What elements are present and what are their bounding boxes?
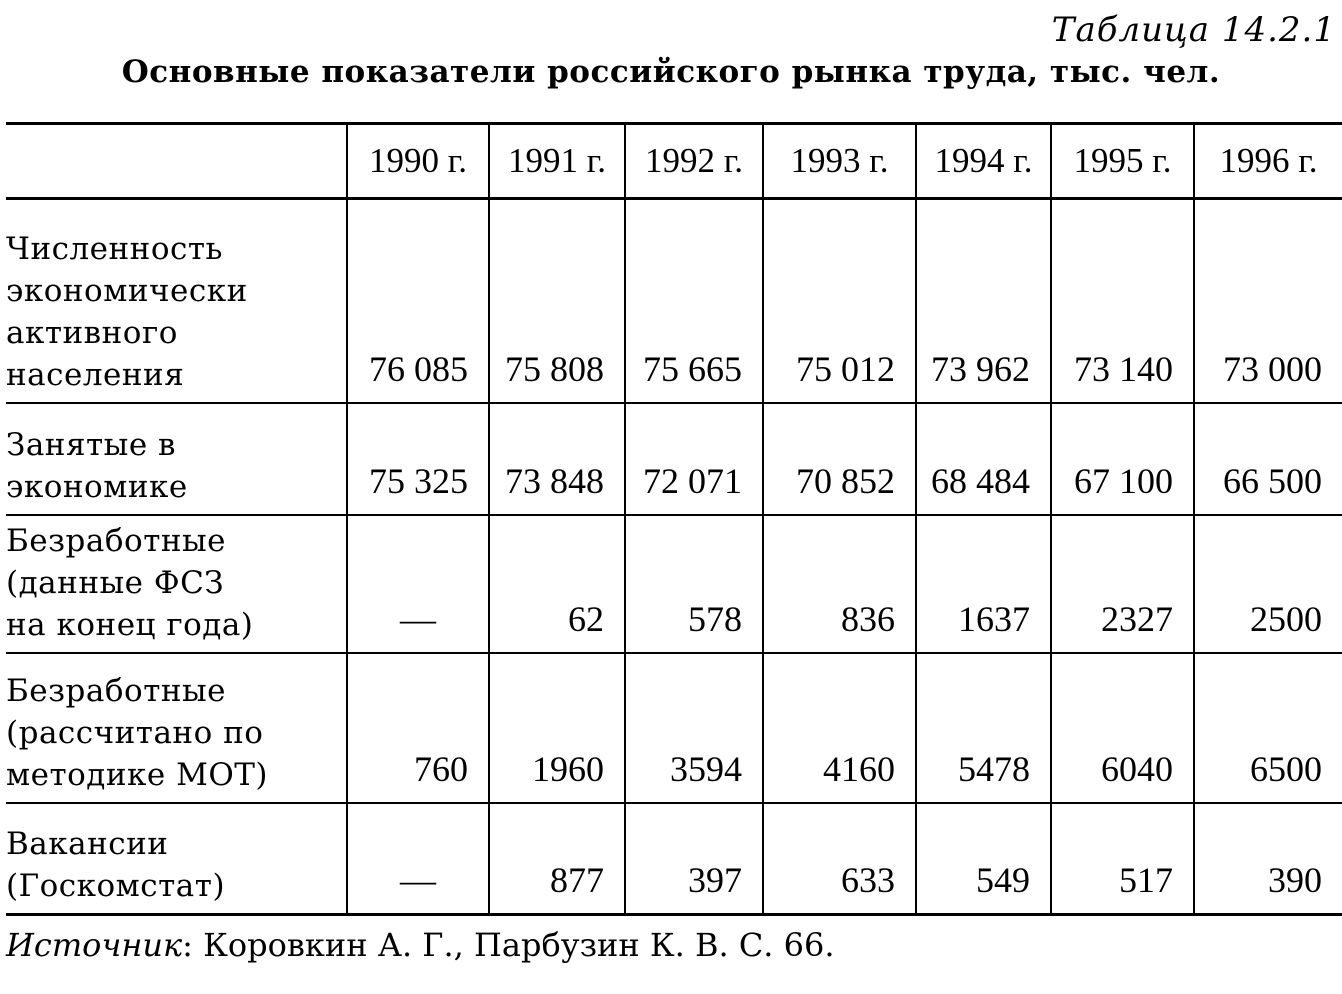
value-cell: 6500: [1194, 653, 1342, 803]
value-cell: 877: [489, 803, 625, 915]
year-header: 1991 г.: [489, 124, 625, 199]
year-header: 1993 г.: [763, 124, 916, 199]
value-cell: 549: [916, 803, 1051, 915]
table-row: [6, 515, 1342, 653]
value-cell: 70 852: [763, 403, 916, 515]
value-cell: 75 665: [625, 199, 763, 403]
value-cell: 3594: [625, 653, 763, 803]
source-text: : Коровкин А. Г., Парбузин К. В. С. 66.: [182, 926, 835, 964]
source-note: [6, 926, 835, 964]
value-cell: 75 012: [763, 199, 916, 403]
year-header: 1996 г.: [1194, 124, 1342, 199]
year-header: 1994 г.: [916, 124, 1051, 199]
value-cell: —: [347, 803, 489, 915]
value-cell: 390: [1194, 803, 1342, 915]
value-cell: 2500: [1194, 515, 1342, 653]
labor-market-table: [6, 122, 1342, 916]
year-header: 1990 г.: [347, 124, 489, 199]
value-cell: 517: [1051, 803, 1194, 915]
value-cell: 66 500: [1194, 403, 1342, 515]
value-cell: 62: [489, 515, 625, 653]
row-label: Безработные (данные ФСЗ на конец года): [6, 515, 347, 653]
year-header: 1992 г.: [625, 124, 763, 199]
value-cell: 1637: [916, 515, 1051, 653]
row-label: Численность экономически активного населения: [6, 199, 347, 403]
table-title: Основные показатели российского рынка труда, тыс. чел.: [121, 54, 1221, 90]
value-cell: 836: [763, 515, 916, 653]
value-cell: 75 325: [347, 403, 489, 515]
table-row: [6, 653, 1342, 803]
table-number: Таблица 14.2.1: [1051, 10, 1336, 50]
header-corner-cell: [6, 124, 347, 199]
table-row: [6, 803, 1342, 915]
value-cell: 633: [763, 803, 916, 915]
value-cell: 397: [625, 803, 763, 915]
value-cell: 1960: [489, 653, 625, 803]
row-label: Вакансии (Госкомстат): [6, 803, 347, 915]
value-cell: 73 962: [916, 199, 1051, 403]
year-header: 1995 г.: [1051, 124, 1194, 199]
value-cell: 73 140: [1051, 199, 1194, 403]
value-cell: 68 484: [916, 403, 1051, 515]
value-cell: 2327: [1051, 515, 1194, 653]
table-row: [6, 403, 1342, 515]
table-row: [6, 199, 1342, 403]
source-label: Источник: [6, 926, 183, 964]
header-row: [6, 124, 1342, 199]
value-cell: 67 100: [1051, 403, 1194, 515]
value-cell: 760: [347, 653, 489, 803]
value-cell: 4160: [763, 653, 916, 803]
value-cell: 72 071: [625, 403, 763, 515]
value-cell: 75 808: [489, 199, 625, 403]
value-cell: 73 000: [1194, 199, 1342, 403]
value-cell: 6040: [1051, 653, 1194, 803]
value-cell: 76 085: [347, 199, 489, 403]
value-cell: —: [347, 515, 489, 653]
row-label: Занятые в экономике: [6, 403, 347, 515]
value-cell: 578: [625, 515, 763, 653]
value-cell: 73 848: [489, 403, 625, 515]
value-cell: 5478: [916, 653, 1051, 803]
row-label: Безработные (рассчитано по методике МОТ): [6, 653, 347, 803]
